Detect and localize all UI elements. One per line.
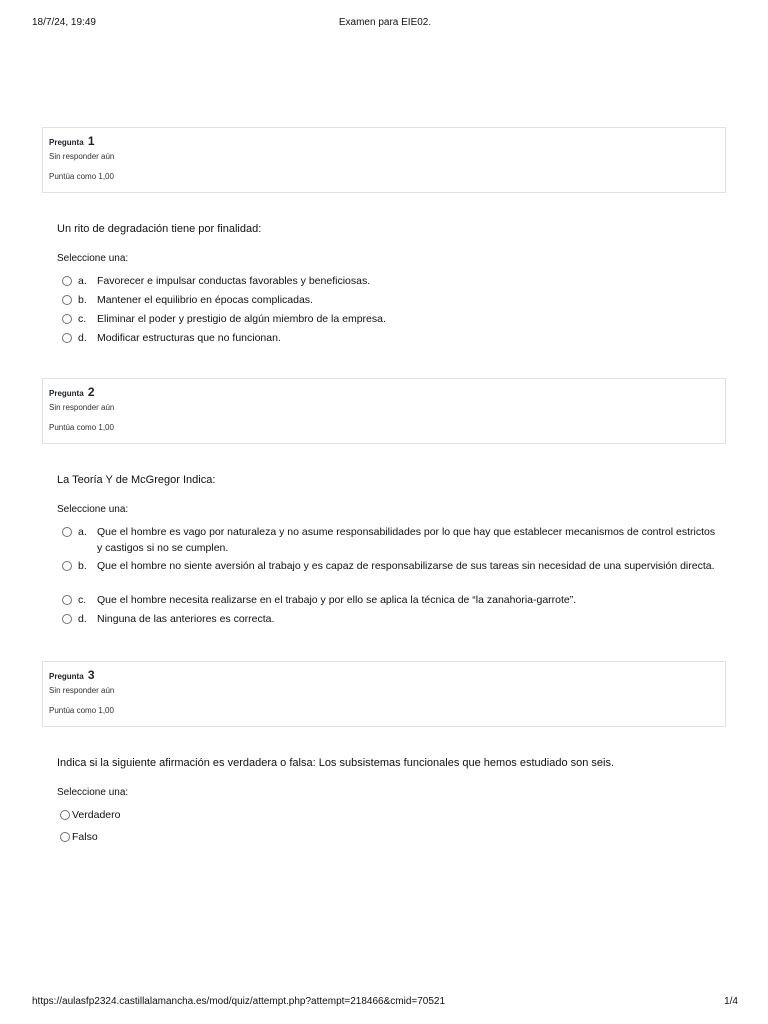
option-letter: a.: [78, 275, 87, 287]
question-3-title: [49, 667, 719, 683]
option-letter: b.: [78, 560, 87, 572]
option-letter: d.: [78, 332, 87, 344]
question-1-info: [42, 127, 726, 193]
radio-button[interactable]: [60, 810, 70, 820]
question-2-answers: [60, 525, 720, 631]
question-3-prompt: Seleccione una:: [57, 787, 129, 798]
question-grade: Puntúa como 1,00: [49, 423, 114, 432]
question-2-info: [42, 378, 726, 444]
option-text: Eliminar el poder y prestigio de algún miembro de la empresa.: [97, 313, 386, 325]
answer-option-a[interactable]: [60, 525, 720, 559]
question-3-answers: [60, 808, 720, 852]
question-1-prompt: Seleccione una:: [57, 253, 129, 264]
question-3-info: [42, 661, 726, 727]
question-2-text: La Teoría Y de McGregor Indica:: [57, 474, 216, 486]
question-state: Sin responder aún: [49, 403, 115, 412]
option-text: Que el hombre es vago por naturaleza y no asume responsabilidades por lo que hay que establecer mecanismos de control estrictos y castigos si no se cumplen.: [97, 526, 716, 554]
radio-button[interactable]: [62, 333, 72, 343]
answer-option-d[interactable]: [60, 612, 720, 631]
radio-button[interactable]: [62, 561, 72, 571]
answer-option-c[interactable]: [60, 593, 720, 612]
answer-option-b[interactable]: [60, 293, 720, 312]
option-letter: c.: [78, 594, 87, 606]
print-footer: [32, 996, 738, 1010]
question-2-title: [49, 384, 719, 400]
question-3-text: Indica si la siguiente afirmación es verdadera o falsa: Los subsistemas funcionales que hemos estudiado son seis.: [57, 757, 615, 769]
print-page-number: 1/4: [724, 996, 738, 1007]
answer-option-true[interactable]: [60, 808, 720, 830]
option-text: Falso: [72, 831, 98, 843]
radio-button[interactable]: [62, 276, 72, 286]
answer-option-d[interactable]: [60, 331, 720, 350]
radio-button[interactable]: [62, 314, 72, 324]
question-1-text: Un rito de degradación tiene por finalidad:: [57, 223, 262, 235]
question-label: Pregunta: [49, 138, 84, 147]
question-2-prompt: Seleccione una:: [57, 504, 129, 515]
option-text: Mantener el equilibrio en épocas complicadas.: [97, 294, 313, 306]
answer-option-b[interactable]: [60, 559, 720, 593]
option-text: Ninguna de las anteriores es correcta.: [97, 613, 275, 625]
option-text: Favorecer e impulsar conductas favorables y beneficiosas.: [97, 275, 371, 287]
radio-button[interactable]: [60, 832, 70, 842]
question-state: Sin responder aún: [49, 152, 115, 161]
option-letter: b.: [78, 294, 87, 306]
option-text: Que el hombre no siente aversión al trabajo y es capaz de responsabilizarse de sus tareas sin necesidad de una supervisión directa.: [97, 560, 715, 572]
option-letter: d.: [78, 613, 87, 625]
question-grade: Puntúa como 1,00: [49, 172, 114, 181]
print-page-title: Examen para EIE02.: [338, 17, 432, 28]
radio-button[interactable]: [62, 595, 72, 605]
radio-button[interactable]: [62, 614, 72, 624]
option-text: Que el hombre necesita realizarse en el trabajo y por ello se aplica la técnica de “la zanahoria-garrote”.: [97, 594, 577, 606]
question-number: 1: [87, 134, 95, 148]
option-letter: a.: [78, 526, 87, 538]
question-1-answers: [60, 274, 720, 350]
question-number: 2: [87, 385, 95, 399]
question-number: 3: [87, 668, 95, 682]
question-1-title: [49, 133, 719, 149]
option-letter: c.: [78, 313, 87, 325]
print-url: https://aulasfp2324.castillalamancha.es/mod/quiz/attempt.php?attempt=218466&cmid=70521: [32, 996, 446, 1007]
answer-option-false[interactable]: [60, 830, 720, 852]
answer-option-c[interactable]: [60, 312, 720, 331]
radio-button[interactable]: [62, 527, 72, 537]
radio-button[interactable]: [62, 295, 72, 305]
option-text: Modificar estructuras que no funcionan.: [97, 332, 281, 344]
question-label: Pregunta: [49, 672, 84, 681]
question-grade: Puntúa como 1,00: [49, 706, 114, 715]
print-datetime: 18/7/24, 19:49: [32, 17, 96, 28]
question-state: Sin responder aún: [49, 686, 115, 695]
question-label: Pregunta: [49, 389, 84, 398]
option-text: Verdadero: [72, 809, 121, 821]
answer-option-a[interactable]: [60, 274, 720, 293]
print-header: [32, 17, 738, 31]
